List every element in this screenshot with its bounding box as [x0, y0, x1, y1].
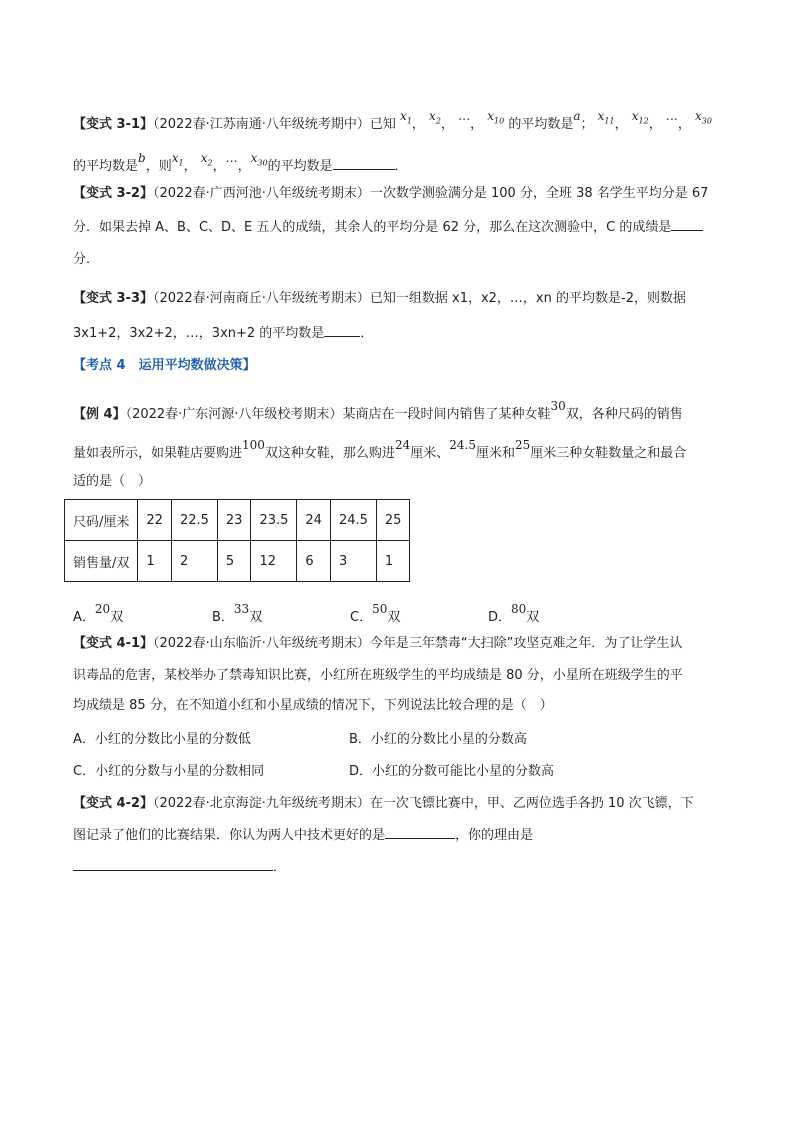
q42-tag: 【变式 4-2】 — [73, 796, 154, 811]
table-cell: 23 — [217, 500, 251, 541]
q41-line3: 均成绩是 85 分，在不知道小红和小星成绩的情况下，下列说法比较合理的是（ ） — [73, 698, 553, 713]
answer-blank[interactable] — [73, 858, 273, 871]
answer-blank[interactable] — [671, 218, 703, 231]
answer-blank[interactable] — [333, 157, 395, 170]
table-row — [65, 541, 410, 582]
q31-line2: 的平均数是b，则$x_1$， $x_2$，…，$x_{30}$的平均数是 ． — [73, 151, 408, 174]
var-x12: $x_{12}$ — [631, 109, 649, 126]
q42-line1: 【变式 4-2】（2022春·北京海淀·九年级统考期末）在一次飞镖比赛中，甲、乙两位选手各扔 10 次飞镖，下 — [73, 796, 694, 811]
q31-line1: 【变式 3-1】（2022春·江苏南通·八年级统考期中）已知 $x_1$， $x_2$， …， $x_{10}$ 的平均数是a； $x_{11}$， $x_{12}$， …， $x_{30}$ — [73, 109, 712, 132]
var-b: b — [138, 151, 146, 165]
table-cell: 1 — [376, 541, 410, 582]
var-x1-b: $x_1$ — [171, 151, 184, 168]
table-cell: 3 — [330, 541, 376, 582]
ex4-tag: 【例 4】 — [73, 407, 126, 422]
answer-blank[interactable] — [385, 826, 455, 839]
var-x11: $x_{11}$ — [597, 109, 615, 126]
table-cell: 6 — [297, 541, 331, 582]
table-cell: 1 — [138, 541, 172, 582]
table-header-cell: 销售量/双 — [65, 541, 138, 582]
q33-source: （2022春·河南商丘·八年级统考期末） — [153, 291, 370, 306]
table-cell: 22.5 — [171, 500, 217, 541]
q41-option-a[interactable]: A．小红的分数比小星的分数低 — [73, 732, 251, 747]
q32-source: （2022春·广西河池·八年级统考期末） — [153, 186, 370, 201]
table-header-cell: 尺码/厘米 — [65, 500, 138, 541]
answer-blank[interactable] — [324, 324, 360, 337]
q41-line2: 识毒品的危害，某校举办了禁毒知识比赛，小红所在班级学生的平均成绩是 80 分，小星所在班级学生的平 — [73, 668, 683, 683]
var-x30: $x_{30}$ — [694, 109, 712, 126]
table-cell: 25 — [376, 500, 410, 541]
q32-line3: 分． — [73, 252, 100, 267]
option-d[interactable]: D．80双 — [488, 602, 540, 625]
q42-line2: 图记录了他们的比赛结果．你认为两人中技术更好的是 ，你的理由是 — [73, 828, 534, 843]
var-x10: $x_{10}$ — [487, 109, 505, 126]
q32-line1: 【变式 3-2】（2022春·广西河池·八年级统考期末）一次数学测验满分是 100 分，全班 38 名学生平均分是 67 — [73, 186, 709, 201]
q31-source: （2022春·江苏南通·八年级统考期中） — [153, 117, 370, 132]
ex4-line1: 【例 4】（2022春·广东河源·八年级校考期末）某商店在一段时间内销售了某种女鞋30双，各种尺码的销售 — [73, 399, 683, 422]
size-sales-table — [64, 499, 410, 582]
q32-tag: 【变式 3-2】 — [73, 186, 154, 201]
q32-line2: 分．如果去掉 A、B、C、D、E 五人的成绩，其余人的平均分是 62 分，那么在这次测验中，C 的成绩是 — [73, 218, 703, 238]
section-heading: 【考点 4 运用平均数做决策】 — [73, 358, 256, 373]
table-cell: 2 — [171, 541, 217, 582]
ex4-line3: 适的是（ ） — [73, 474, 152, 489]
var-x2: $x_2$ — [429, 109, 441, 126]
ex4-source: （2022春·广东河源·八年级校考期末） — [125, 407, 343, 422]
table-cell: 22 — [138, 500, 172, 541]
var-x2-b: $x_2$ — [200, 151, 213, 168]
q41-source: （2022春·山东临沂·八年级统考期末） — [153, 636, 370, 651]
q41-line1: 【变式 4-1】（2022春·山东临沂·八年级统考期末）今年是三年禁毒“大扫除”攻坚克难之年．为了让学生认 — [73, 636, 683, 651]
ex4-line2: 量如表所示，如果鞋店要购进100双这种女鞋，那么购进24厘米、24.5厘米和25厘米三种女鞋数量之和最合 — [73, 438, 687, 461]
q41-option-c[interactable]: C．小红的分数与小星的分数相同 — [73, 764, 265, 779]
option-b[interactable]: B．33双 — [212, 602, 263, 625]
table-cell: 24 — [297, 500, 331, 541]
option-a[interactable]: A．20双 — [73, 602, 124, 625]
var-x1: $x_1$ — [400, 109, 412, 126]
var-x30-b: $x_{30}$ — [250, 151, 268, 168]
table-row — [65, 500, 410, 541]
table-cell: 23.5 — [251, 500, 297, 541]
var-a: a — [573, 109, 581, 123]
q42-source: （2022春·北京海淀·九年级统考期末） — [153, 796, 370, 811]
q41-option-d[interactable]: D．小红的分数可能比小星的分数高 — [349, 764, 555, 779]
table-cell: 5 — [217, 541, 251, 582]
table-cell: 12 — [251, 541, 297, 582]
q33-line1: 【变式 3-3】（2022春·河南商丘·八年级统考期末）已知一组数据 x1，x2，…，xn 的平均数是-2，则数据 — [73, 291, 686, 306]
table-cell: 24.5 — [330, 500, 376, 541]
q31-tag: 【变式 3-1】 — [73, 117, 154, 132]
option-c[interactable]: C．50双 — [350, 602, 401, 625]
q42-line3: ． — [73, 858, 286, 878]
q33-tag: 【变式 3-3】 — [73, 291, 154, 306]
q33-line2: 3x1+2，3x2+2，…，3xn+2 的平均数是 ． — [73, 326, 374, 341]
q41-option-b[interactable]: B．小红的分数比小星的分数高 — [349, 732, 527, 747]
q41-tag: 【变式 4-1】 — [73, 636, 154, 651]
